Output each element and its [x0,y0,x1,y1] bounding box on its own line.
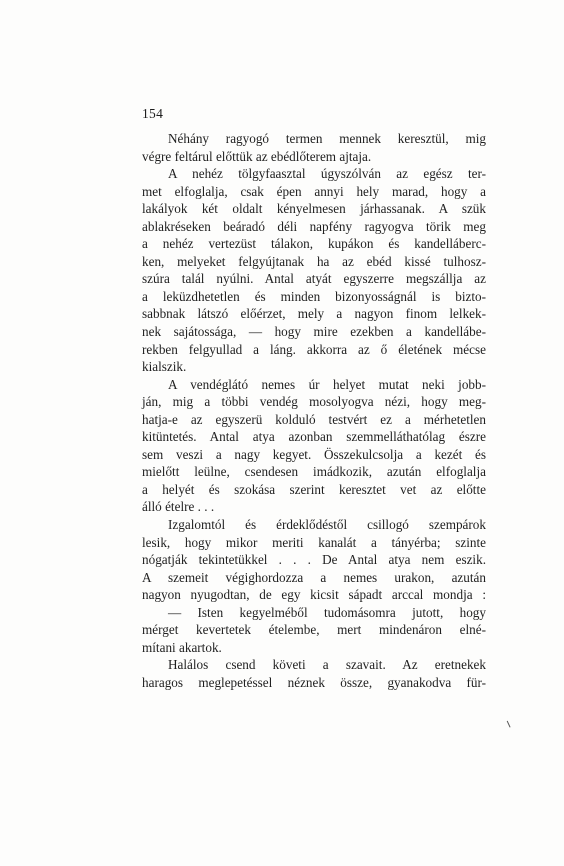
text-line: lesik, hogy mikor meriti kanalát a tányérba; szinte [142,534,486,550]
text-line: Izgalomtól és érdeklődéstől csillogó szempárok [168,517,486,533]
text-line: — Isten kegyelméből tudomásomra jutott, hogy [168,604,486,620]
text-line: álló ételre . . . [142,499,215,515]
text-line: ken, melyeket felgyújtanak ha az ebéd kissé tulhosz- [142,253,486,269]
text-line: ján, mig a többi vendég mosolyogva nézi, hogy meg- [142,394,486,410]
page-number: 154 [142,106,164,121]
text-line: Halálos csend követi a szavait. Az eretnekek [168,657,486,673]
text-line: mielőtt leülne, csendesen imádkozik, azután elfoglalja [142,464,486,480]
text-line: sabbnak látszó előérzet, mely a nagyon finom lelkek- [142,306,486,322]
text-line: met elfoglalja, csak épen annyi hely marad, hogy a [142,183,486,199]
body-text [142,130,486,692]
text-line: mérget kevertetek ételembe, mert mindenáron elné- [142,622,486,638]
text-line: hatja-e az egyszerü kolduló testvért ez a mérhetetlen [142,411,486,427]
text-line: sem veszi a nagy kegyet. Összekulcsolja a kezét és [142,446,486,462]
text-line: végre feltárul előttük az ebédlőterem ajtaja. [142,148,372,164]
text-line: nek sajátossága, — hogy mire ezekben a kandellábe- [142,324,486,340]
text-line: kialszik. [142,359,187,375]
text-line: A nehéz tölgyfaasztal úgyszólván az egész ter- [168,166,486,182]
text-line: ablakréseken beáradó déli napfény ragyogva törik meg [142,218,486,234]
text-line: a helyét és szokása szerint keresztet vet az előtte [142,481,486,497]
text-line: mítani akartok. [142,639,222,655]
text-line: nagyon nyugodtan, de egy kicsit sápadt arccal mondja : [142,587,486,603]
text-line: haragos meglepetéssel néznek össze, gyanakodva für- [142,674,486,690]
text-line: a nehéz vertezüst tálakon, kupákon és kandelláberc- [142,236,486,252]
margin-mark [507,719,514,727]
text-line: lakályok két oldalt kényelmesen járhassanak. A szük [142,201,486,217]
text-line: A szemeit végighordozza a nemes urakon, azután [142,569,486,585]
text-line: szúra talál nyúlni. Antal atyát egyszerre megszállja az [142,271,486,287]
text-line: Néhány ragyogó termen mennek keresztül, mig [168,131,486,146]
text-line: a leküzdhetetlen és minden bizonyosságnál is bizto- [142,288,486,304]
text-line: kitüntetés. Antal atya azonban szemmelláthatólag észre [142,429,486,445]
text-line: rekben felgyullad a láng. akkorra az ő életének mécse [142,341,486,357]
text-line: A vendéglátó nemes úr helyet mutat neki jobb- [168,376,486,392]
text-line: nógatják tekintetükkel . . . De Antal atya nem eszik. [142,552,486,568]
